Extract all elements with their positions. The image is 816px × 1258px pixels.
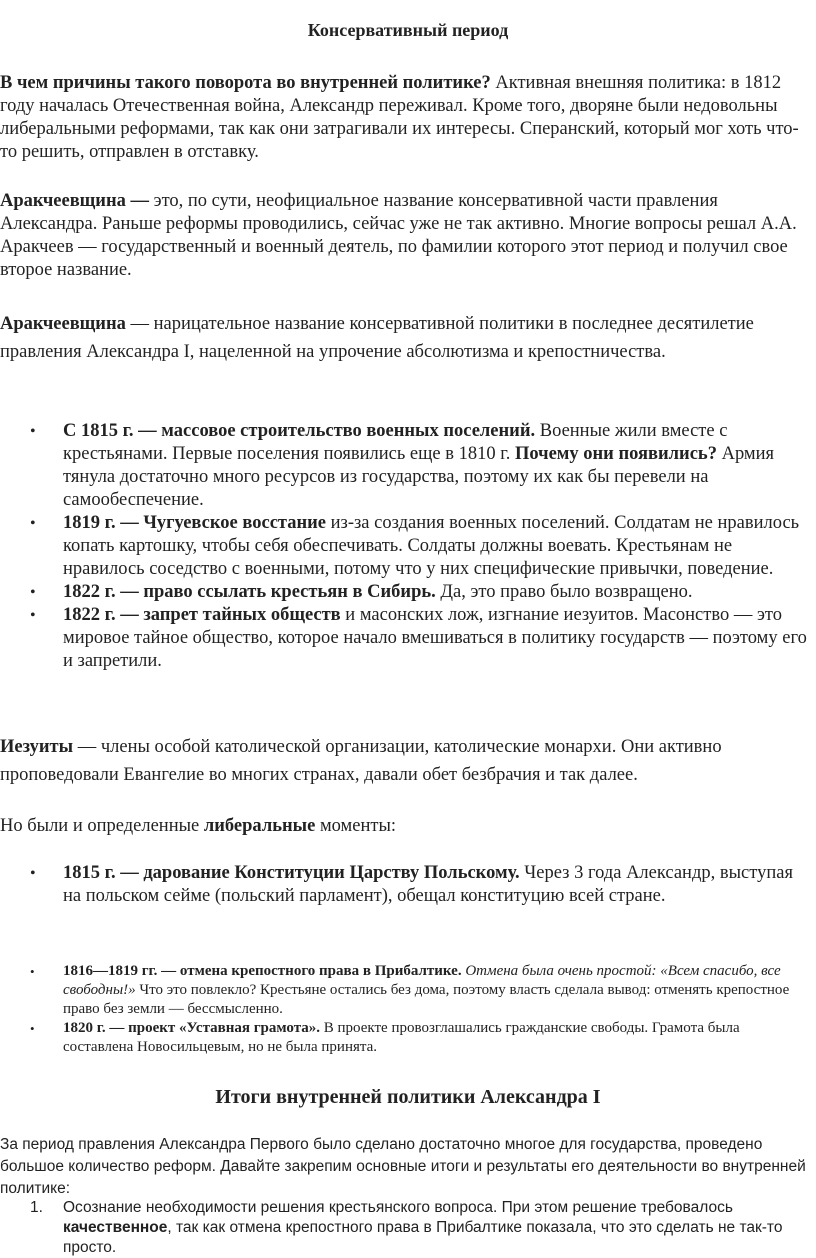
term-bold: Аракчеевщина: [0, 314, 126, 334]
item-text: Через 3 года Александр, выступая на польском сейме (польский парламент), обещал конституцию всей стране.: [63, 863, 793, 906]
question-bold: В чем причины такого поворота во внутренней политике?: [0, 73, 491, 93]
liberal-measures-list-small: [0, 962, 810, 1057]
paragraph-text: — члены особой католической организации, католические монархи. Они активно проповедовали Евангелие во многих странах, давали обет безбрачия и так далее.: [0, 737, 722, 785]
list-item: [0, 420, 810, 512]
liberal-measures-list: [0, 862, 810, 908]
term-bold: Иезуиты: [0, 737, 74, 757]
item-text: В проекте провозглашались гражданские свободы. Грамота была составлена Новосильцевым, но не была принята.: [63, 1020, 740, 1055]
item-text: и масонских лож, изгнание иезуитов. Масонство — это мировое тайное общество, которое начало вмешиваться в политику государств — поэтому его и запретили.: [63, 605, 807, 671]
item-text: , так как отмена крепостного права в Прибалтике показала, что это сделать не так-то просто.: [63, 1219, 783, 1256]
list-item: [0, 581, 810, 604]
paragraph-arakcheevshchina-1: [0, 190, 810, 282]
section-subtitle: Итоги внутренней политики Александра I: [215, 1086, 601, 1108]
list-item: [0, 1019, 810, 1057]
conservative-measures-list: [0, 420, 810, 673]
paragraph-arakcheevshchina-2: [0, 310, 810, 366]
term-bold: Аракчеевщина —: [0, 191, 149, 211]
item-bold: 1820 г. — проект «Уставная грамота».: [63, 1020, 321, 1036]
item-bold: качественное: [63, 1219, 168, 1236]
item-number: 1.: [30, 1199, 43, 1216]
item-text: из-за создания военных поселений. Солдатам не нравилось копать картошку, чтобы себя обеспечивать. Солдаты должны воевать. Крестьянам не нравилось соседство с военными, потому что у них специфические привычки, поведение.: [63, 513, 800, 579]
list-item: [0, 862, 810, 908]
paragraph-text: — нарицательное название консервативной политики в последнее десятилетие правления Александра I, нацеленной на упрочение абсолютизма и крепостничества.: [0, 314, 754, 362]
term-bold: либеральные: [203, 816, 316, 836]
paragraph-text: моменты:: [315, 816, 397, 836]
item-bold: Почему они появились?: [514, 444, 717, 464]
item-bold: 1816—1819 гг. — отмена крепостного права в Прибалтике.: [63, 963, 462, 979]
paragraph-text: Но были и определенные: [0, 816, 204, 836]
paragraph-jesuits: [0, 733, 810, 789]
list-item: [0, 512, 810, 581]
item-text: Армия тянула достаточно много ресурсов из государства, поэтому их как бы перевели на самообеспечение.: [63, 444, 775, 510]
item-bold: 1822 г. — запрет тайных обществ: [63, 605, 341, 625]
paragraph-causes: [0, 72, 810, 164]
paragraph-results-intro: За период правления Александра Первого было сделано достаточно многое для государства, проведено большое количество реформ. Давайте закрепим основные итоги и результаты его деятельности во внутренней политике:: [0, 1136, 806, 1197]
paragraph-liberal: [0, 815, 810, 838]
paragraph-text: Активная внешняя политика: в 1812 году началась Отечественная война, Александр переживал. Кроме того, дворяне были недовольны либеральными реформами, так как они затрагивали их интересы. Сперанский, который мог хоть что-то решить, отправлен в отставку.: [0, 73, 799, 162]
list-item: [0, 962, 810, 1019]
item-bold: 1819 г. — Чугуевское восстание: [63, 513, 326, 533]
item-bold: 1815 г. — дарование Конституции Царству Польскому.: [63, 863, 520, 883]
results-list: [0, 1198, 810, 1258]
item-italic: Отмена была очень простой: «Всем спасибо, все свободны!»: [63, 963, 781, 998]
paragraph-text: это, по сути, неофициальное название консервативной части правления Александра. Раньше реформы проводились, сейчас уже не так активно. Многие вопросы решал А.А. Аракчеев — государственный и военный деятель, по фамилии которого этот период и получил свое второе название.: [0, 191, 797, 280]
item-text: Что это повлекло? Крестьяне остались без дома, поэтому власть сделала вывод: отменять крепостное право без земли — бессмысленно.: [63, 982, 790, 1017]
item-bold: С 1815 г. — массовое строительство военных поселений.: [63, 421, 536, 441]
list-item: [0, 1198, 810, 1258]
item-bold: 1822 г. — право ссылать крестьян в Сибирь.: [63, 582, 436, 602]
item-text: Военные жили вместе с крестьянами. Первые поселения появились еще в 1810 г.: [63, 421, 728, 464]
item-text: Осознание необходимости решения крестьянского вопроса. При этом решение требовалось: [63, 1199, 733, 1216]
list-item: [0, 604, 810, 673]
page-title: Консервативный период: [307, 20, 509, 40]
item-text: Да, это право было возвращено.: [435, 582, 693, 602]
